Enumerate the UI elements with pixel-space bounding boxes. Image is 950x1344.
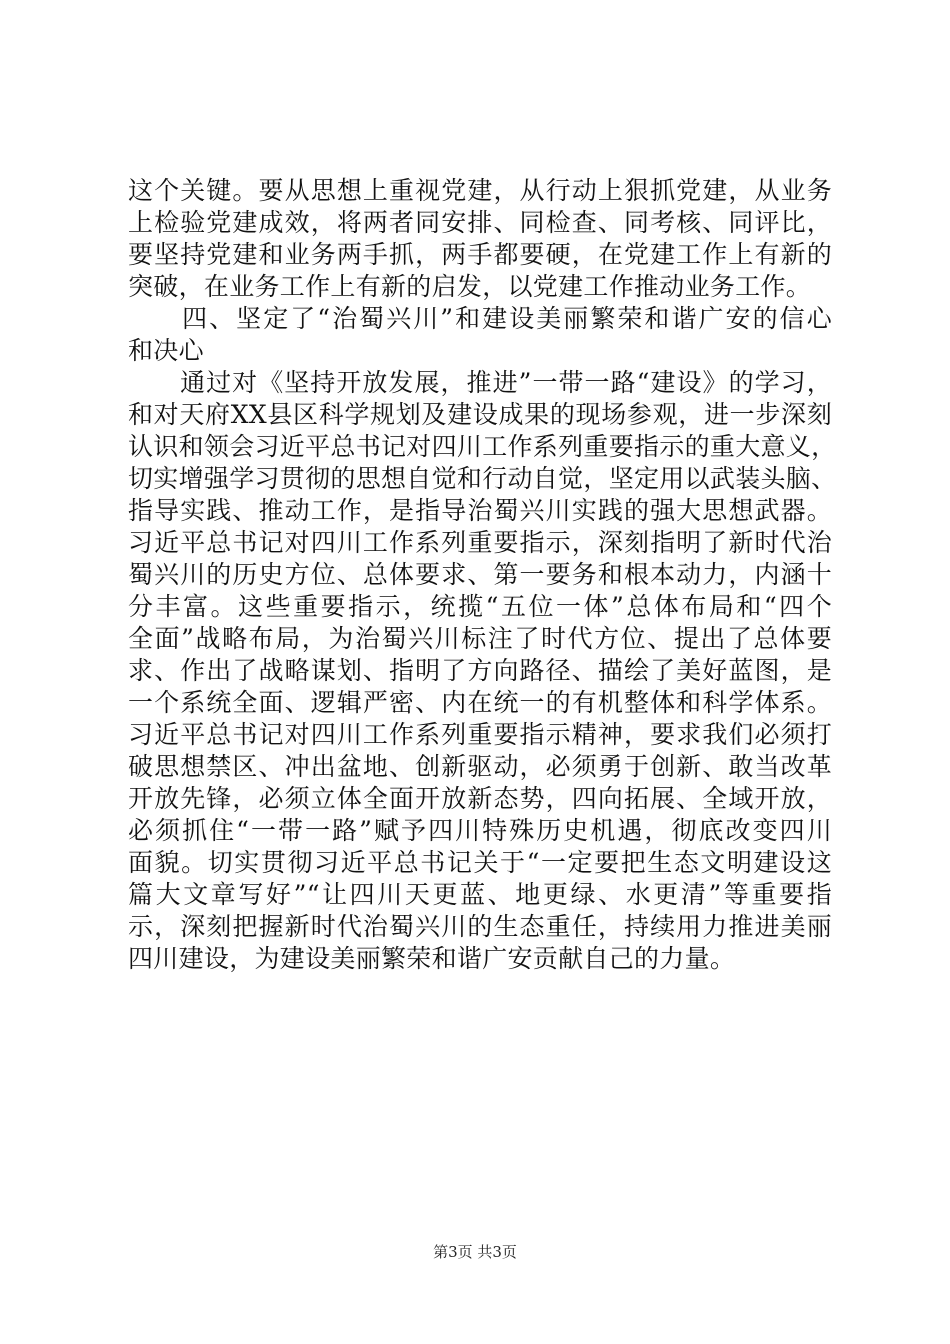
text-line: 必须抓住“一带一路”赋予四川特殊历史机遇，彻底改变四川: [128, 816, 832, 845]
text-line: 切实增强学习贯彻的思想自觉和行动自觉，坚定用以武装头脑、: [128, 464, 837, 493]
text-line: 示，深刻把握新时代治蜀兴川的生态重任，持续用力推进美丽: [128, 912, 832, 941]
text-line: 四川建设，为建设美丽繁荣和谐广安贡献自己的力量。: [128, 944, 736, 973]
text-line: 开放先锋，必须立体全面开放新态势，四向拓展、全域开放，: [128, 784, 832, 813]
text-line: 习近平总书记对四川工作系列重要指示精神，要求我们必须打: [128, 720, 832, 749]
text-line: 全面”战略布局，为治蜀兴川标注了时代方位、提出了总体要: [128, 624, 832, 653]
text-line: 认识和领会习近平总书记对四川工作系列重要指示的重大意义，: [128, 432, 837, 461]
text-line: 蜀兴川的历史方位、总体要求、第一要务和根本动力，内涵十: [128, 560, 832, 589]
text-line: 习近平总书记对四川工作系列重要指示，深刻指明了新时代治: [128, 528, 832, 557]
text-line: 指导实践、推动工作，是指导治蜀兴川实践的强大思想武器。: [128, 496, 832, 525]
section-heading-line: 和决心: [128, 336, 204, 365]
text-line: 破思想禁区、冲出盆地、创新驱动，必须勇于创新、敢当改革: [128, 752, 832, 781]
text-line: 通过对《坚持开放发展，推进”一带一路“建设》的学习，: [128, 368, 832, 397]
text-line: 要坚持党建和业务两手抓，两手都要硬，在党建工作上有新的: [128, 240, 832, 269]
text-line: 上检验党建成效，将两者同安排、同检查、同考核、同评比，: [128, 208, 832, 237]
section-heading-line: 四、坚定了“治蜀兴川”和建设美丽繁荣和谐广安的信心: [128, 304, 832, 333]
text-line: 这个关键。要从思想上重视党建，从行动上狠抓党建，从业务: [128, 176, 832, 205]
text-line: 求、作出了战略谋划、指明了方向路径、描绘了美好蓝图，是: [128, 656, 832, 685]
document-body: [128, 175, 837, 975]
text-line: 面貌。切实贯彻习近平总书记关于“一定要把生态文明建设这: [128, 848, 832, 877]
text-line: 和对天府XX县区科学规划及建设成果的现场参观，进一步深刻: [128, 400, 832, 429]
text-line: 突破，在业务工作上有新的启发，以党建工作推动业务工作。: [128, 272, 812, 301]
text-line: 篇大文章写好”“让四川天更蓝、地更绿、水更清”等重要指: [128, 880, 832, 909]
text-line: 分丰富。这些重要指示，统揽“五位一体”总体布局和“四个: [128, 592, 832, 621]
page-number-footer: 第3页 共3页: [433, 1243, 517, 1261]
text-line: 一个系统全面、逻辑严密、内在统一的有机整体和科学体系。: [128, 688, 832, 717]
